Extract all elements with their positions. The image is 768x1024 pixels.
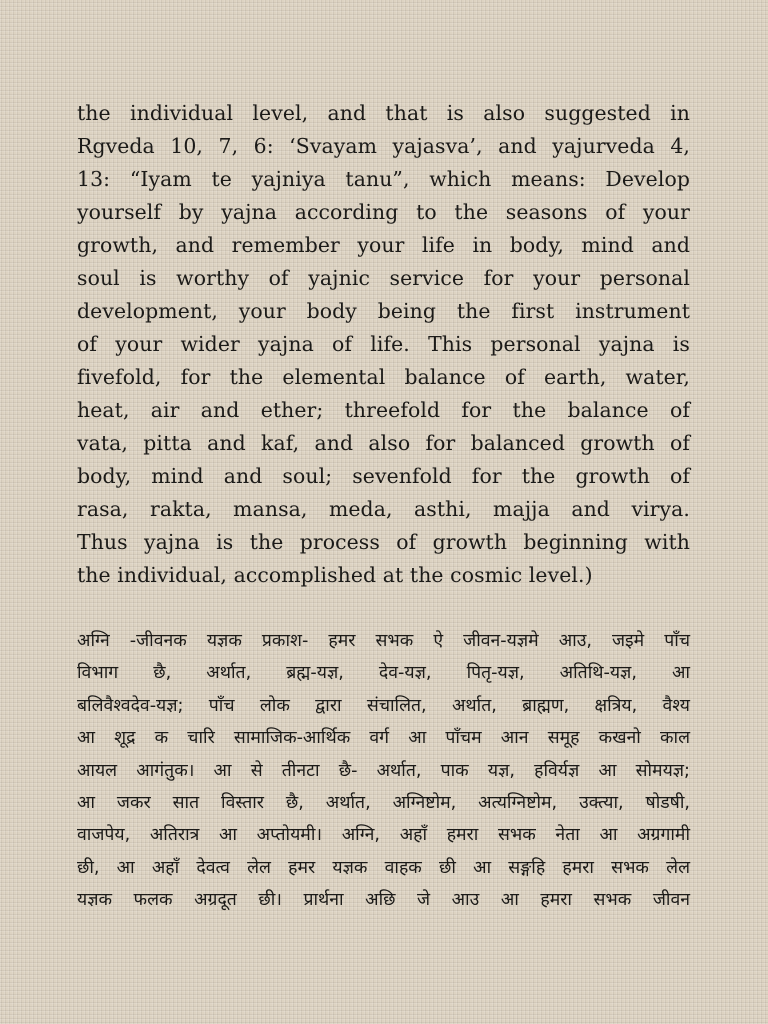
english-line: of your wider yajna of life. This personal yajna is xyxy=(77,332,690,356)
english-line: the individual, accomplished at the cosmic level.) xyxy=(77,563,593,587)
hindi-line: अग्नि -जीवनक यज्ञक प्रकाश- हमर सभक ऐ जीवन-यज्ञमे आउ, जइमे पाँच xyxy=(77,631,690,651)
english-line: Rgveda 10, 7, 6: ‘Svayam yajasva’, and yajurveda 4, xyxy=(77,134,690,158)
english-line: heat, air and ether; threefold for the balance of xyxy=(77,398,690,422)
hindi-line: यज्ञक फलक अग्रदूत छी। प्रार्थना अछि जे आउ आ हमरा सभक जीवन xyxy=(77,890,690,911)
hindi-line: छी, आ अहाँ देवत्व लेल हमर यज्ञक वाहक छी आ सङ्गहि हमरा सभक लेल xyxy=(77,857,690,878)
hindi-line: आ शूद्र क चारि सामाजिक-आर्थिक वर्ग आ पाँचम आन समूह कखनो काल xyxy=(77,728,690,749)
english-paragraph xyxy=(77,97,690,592)
english-line: yourself by yajna according to the seasons of your xyxy=(77,200,690,224)
english-line: growth, and remember your life in body, mind and xyxy=(77,233,690,257)
english-line: rasa, rakta, mansa, meda, asthi, majja and virya. xyxy=(77,497,690,521)
english-line: 13: “Iyam te yajniya tanu”, which means: Develop xyxy=(77,167,690,191)
english-line: development, your body being the first instrument xyxy=(77,299,690,323)
hindi-line: वाजपेय, अतिरात्र आ अप्तोयमी। अग्नि, अहाँ हमरा सभक नेता आ अग्रगामी xyxy=(77,825,690,846)
english-line: the individual level, and that is also suggested in xyxy=(77,101,690,125)
hindi-line: आ जकर सात विस्तार छै, अर्थात, अग्निष्टोम, अत्यग्निष्टोम, उक्त्या, षोडषी, xyxy=(77,793,690,814)
english-line: vata, pitta and kaf, and also for balanced growth of xyxy=(77,431,690,455)
hindi-line: विभाग छै, अर्थात, ब्रह्म-यज्ञ, देव-यज्ञ, पितृ-यज्ञ, अतिथि-यज्ञ, आ xyxy=(77,663,690,684)
english-line: fivefold, for the elemental balance of earth, water, xyxy=(77,365,690,389)
hindi-line: बलिवैश्वदेव-यज्ञ; पाँच लोक द्वारा संचालित, अर्थात, ब्राह्मण, क्षत्रिय, वैश्य xyxy=(77,695,690,716)
hindi-paragraph xyxy=(77,625,690,917)
hindi-line: आयल आगंतुक। आ से तीनटा छै- अर्थात, पाक यज्ञ, हविर्यज्ञ आ सोमयज्ञ; xyxy=(77,760,690,781)
english-line: Thus yajna is the process of growth beginning with xyxy=(77,530,690,554)
english-line: body, mind and soul; sevenfold for the growth of xyxy=(77,464,690,488)
english-line: soul is worthy of yajnic service for your personal xyxy=(77,266,690,290)
